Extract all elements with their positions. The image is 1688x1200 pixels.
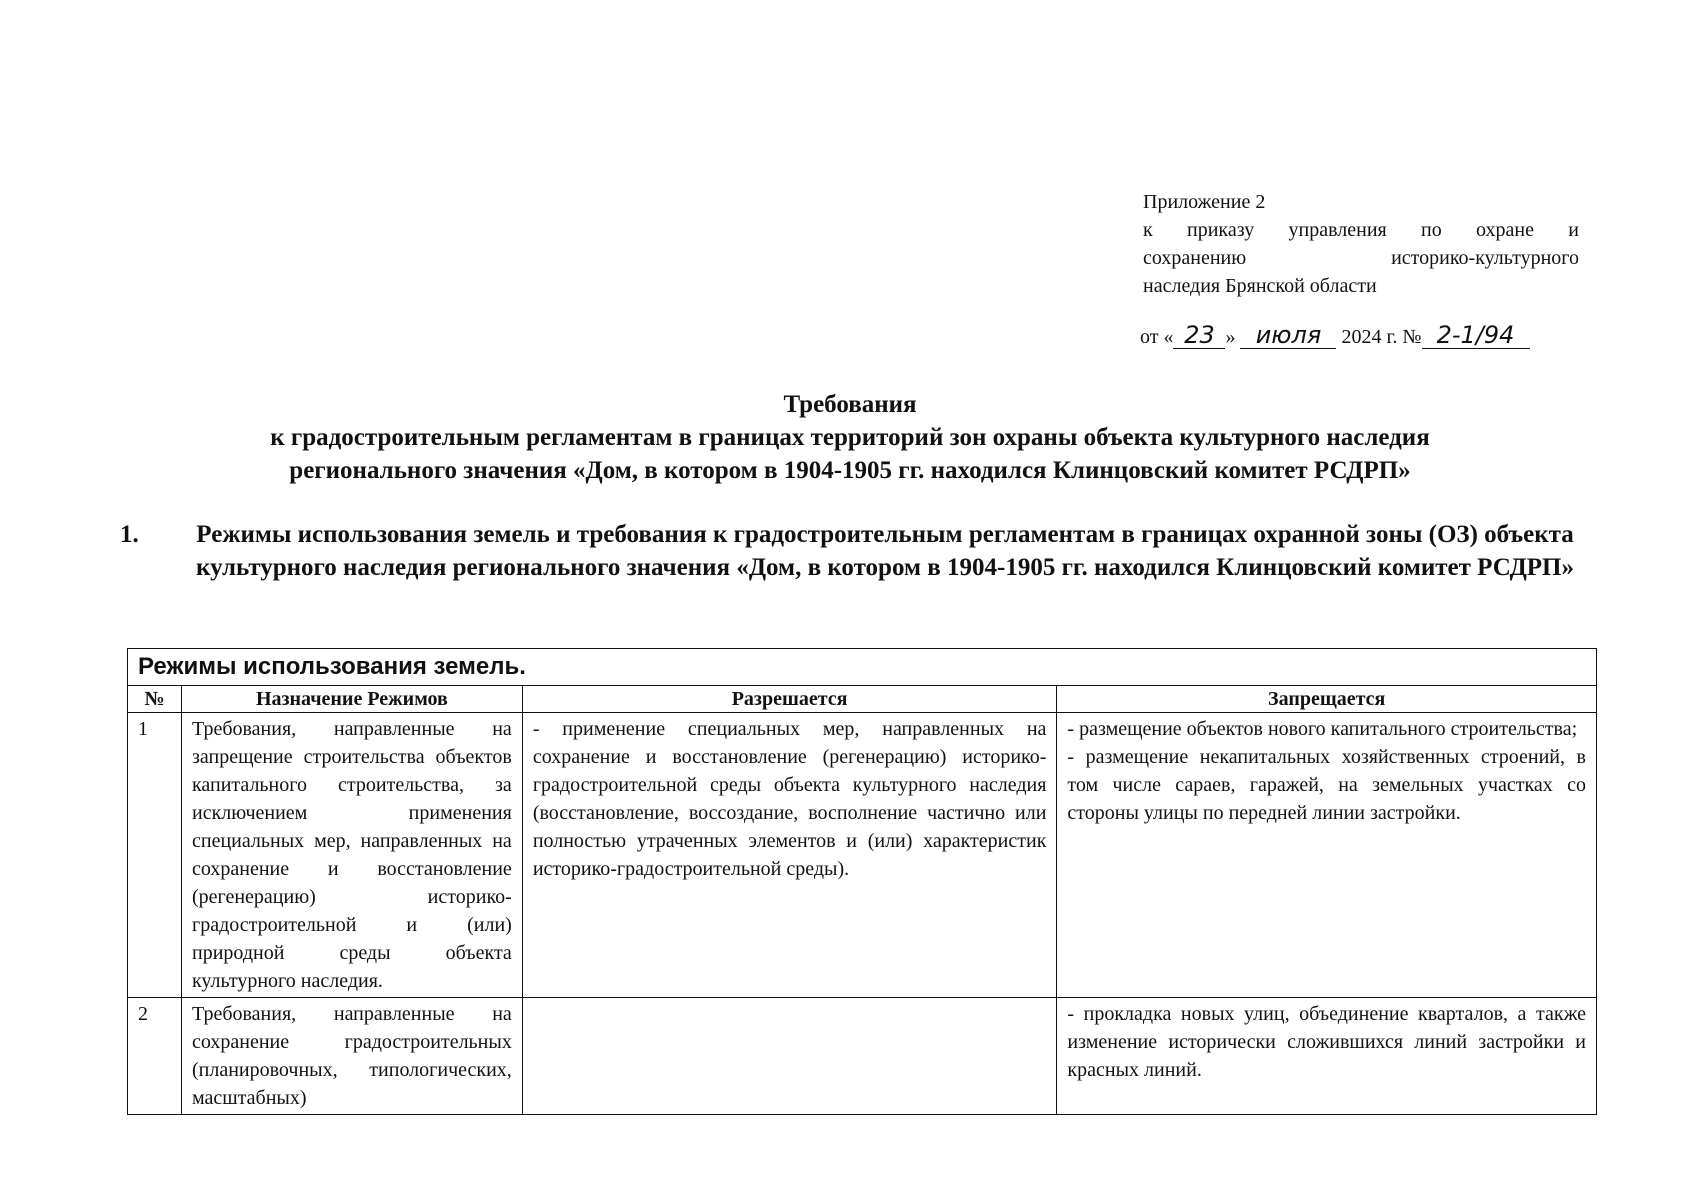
- header-number: №: [128, 686, 182, 713]
- table-caption: Режимы использования земель.: [128, 649, 1597, 686]
- table-row: [128, 998, 1597, 1115]
- annex-line-3: сохранению историко-культурного: [1143, 247, 1579, 269]
- handwritten-day: 23: [1173, 322, 1225, 349]
- handwritten-number: 2-1/94: [1422, 322, 1530, 349]
- forbidden-item: - размещение некапитальных хозяйственных строений, в том числе сараев, гаражей, на земельных участках со стороны улицы по передней линии застройки.: [1067, 746, 1586, 824]
- section-text: Режимы использования земель и требования к градостроительным регламентам в границах охранной зоны (ОЗ) объекта культурного наследия регионального значения «Дом, в котором в 1904-1905 гг. находился Клинцовский комитет РСДРП»: [196, 521, 1574, 581]
- row-purpose: Требования, направленные на сохранение градостроительных (планировочных, типологических, масштабных): [181, 998, 522, 1115]
- document-title: [130, 388, 1570, 487]
- row-number: 1: [128, 713, 182, 998]
- annex-block: [1143, 188, 1579, 300]
- table-row: [128, 713, 1597, 998]
- row-number: 2: [128, 998, 182, 1115]
- header-forbidden: Запрещается: [1057, 686, 1597, 713]
- date-mid: »: [1225, 326, 1236, 348]
- annex-line-4: наследия Брянской области: [1143, 275, 1377, 297]
- row-allowed: - применение специальных мер, направленных на сохранение и восстановление (регенерацию) историко-градостроительной среды объекта культурного наследия (восстановление, воссоздание, восполнение частично или полностью утраченных элементов и (или) характеристик историко-градостроительной среды).: [522, 713, 1057, 998]
- section-number: 1.: [120, 521, 139, 548]
- title-line-3: регионального значения «Дом, в котором в 1904-1905 гг. находился Клинцовский комитет РСДРП»: [289, 457, 1411, 484]
- date-prefix: от «: [1140, 326, 1174, 348]
- title-line-1: Требования: [783, 391, 917, 418]
- regimes-table: [127, 648, 1597, 1115]
- row-forbidden: [1057, 713, 1597, 998]
- header-purpose: Назначение Режимов: [181, 686, 522, 713]
- annex-title: Приложение 2: [1143, 191, 1266, 213]
- section-heading: [120, 518, 1580, 584]
- title-line-2: к градостроительным регламентам в границах территорий зон охраны объекта культурного наследия: [270, 424, 1430, 451]
- table-caption-row: [128, 649, 1597, 686]
- header-allowed: Разрешается: [522, 686, 1057, 713]
- year-text: 2024 г. №: [1341, 326, 1422, 348]
- row-allowed: [522, 998, 1057, 1115]
- row-purpose: Требования, направленные на запрещение строительства объектов капитального строительства, за исключением применения специальных мер, направленных на сохранение и восстановление (регенерацию) историко-градостроительной и (или) природной среды объекта культурного наследия.: [181, 713, 522, 998]
- handwritten-month: июля: [1240, 322, 1336, 349]
- table-header-row: [128, 686, 1597, 713]
- order-date-number: [1140, 322, 1590, 356]
- annex-line-2: к приказу управления по охране и: [1143, 219, 1579, 241]
- row-forbidden: - прокладка новых улиц, объединение кварталов, а также изменение исторически сложившихся линий застройки и красных линий.: [1057, 998, 1597, 1115]
- forbidden-item: - размещение объектов нового капитального строительства;: [1067, 718, 1578, 740]
